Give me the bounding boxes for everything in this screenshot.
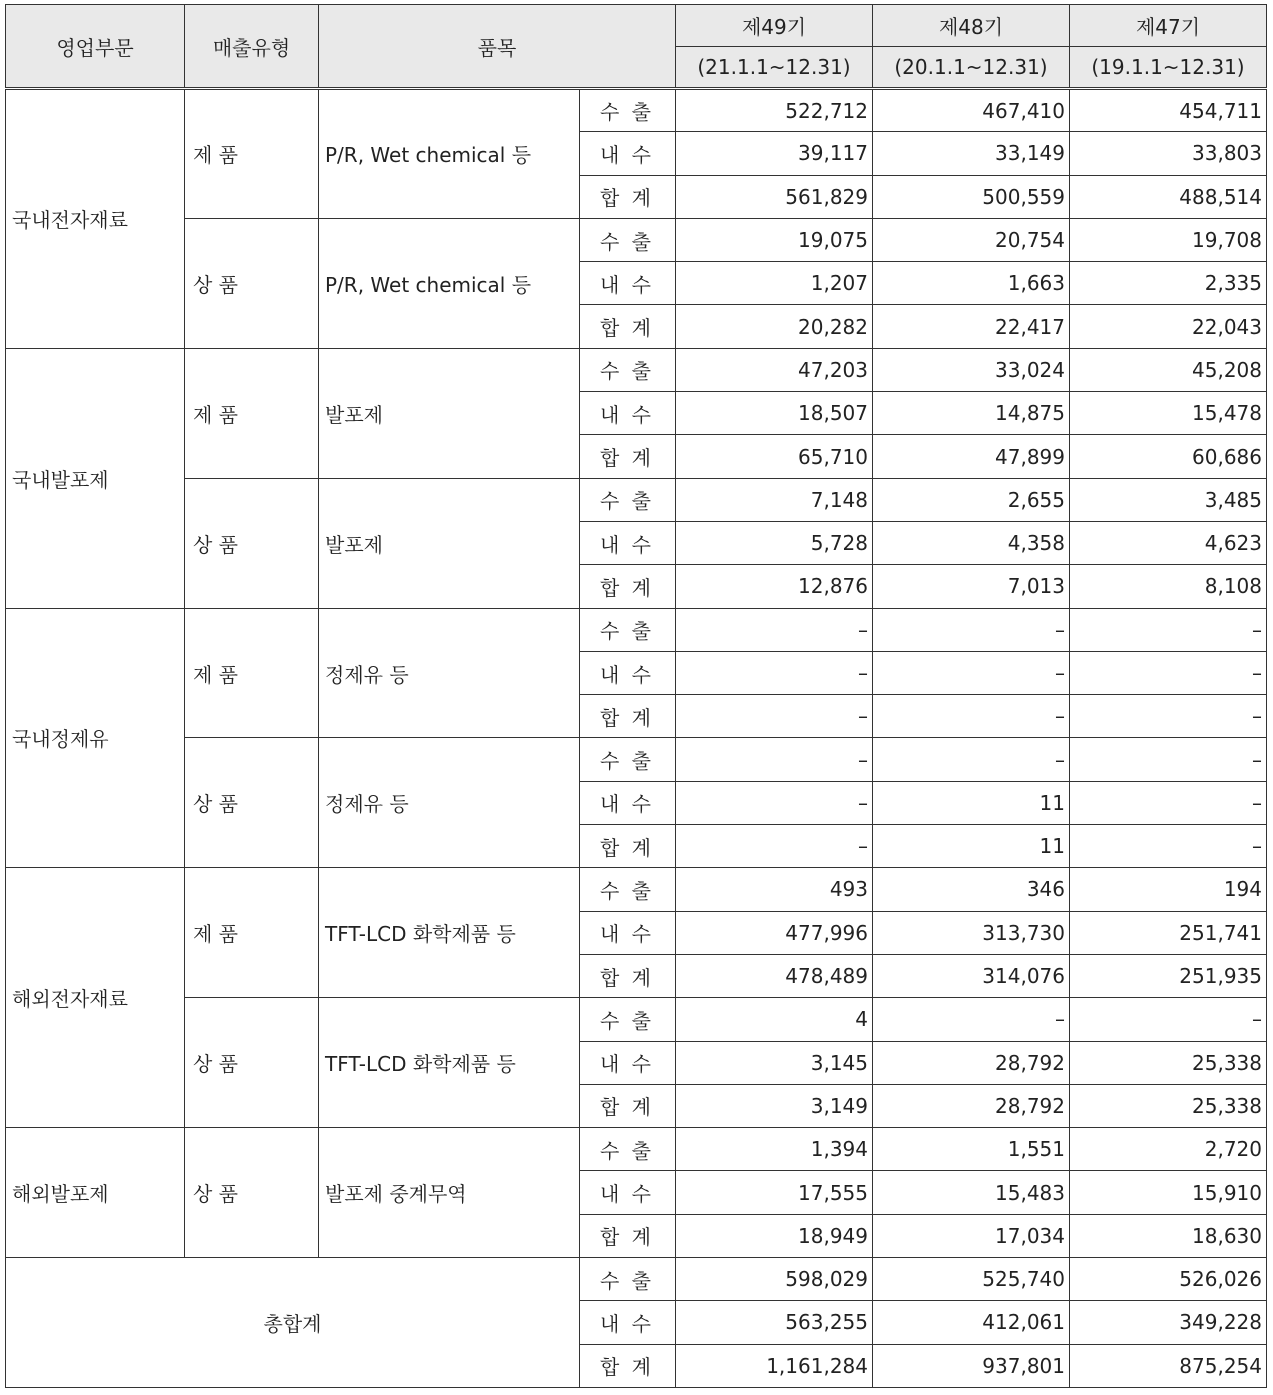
value-period-48: – [873,695,1070,738]
sub-label-export: 수 출 [580,478,676,521]
sub-label-domestic: 내 수 [580,781,676,824]
value-period-48: 47,899 [873,435,1070,478]
header-range-48: (20.1.1~12.31) [873,47,1070,89]
value-period-48: 4,358 [873,521,1070,564]
value-period-48: 11 [873,825,1070,868]
value-period-47: – [1070,608,1267,651]
value-period-49: 522,712 [676,89,873,132]
value-period-48: 467,410 [873,89,1070,132]
table-row [6,1128,1267,1171]
value-period-48: 17,034 [873,1214,1070,1257]
sub-label-domestic: 내 수 [580,132,676,175]
grand-total-row [6,1258,1267,1301]
sub-label-total: 합 계 [580,565,676,608]
sub-label-domestic: 내 수 [580,911,676,954]
value-period-48: 1,551 [873,1128,1070,1171]
value-period-49: 3,145 [676,1041,873,1084]
value-period-49: 39,117 [676,132,873,175]
segment-name: 국내전자재료 [6,89,185,349]
value-period-49: 7,148 [676,478,873,521]
sub-label-domestic: 내 수 [580,651,676,694]
value-period-47: 15,478 [1070,392,1267,435]
sub-label-export: 수 출 [580,998,676,1041]
value-period-47: – [1070,825,1267,868]
value-period-49: 17,555 [676,1171,873,1214]
item-name: 발포제 중계무역 [319,1128,580,1258]
value-period-48: 7,013 [873,565,1070,608]
sub-label-export: 수 출 [580,218,676,261]
value-period-47: – [1070,738,1267,781]
sub-label-export: 수 출 [580,1128,676,1171]
value-period-48: 33,149 [873,132,1070,175]
value-period-48: 11 [873,781,1070,824]
sub-label-total: 합 계 [580,1084,676,1127]
value-period-48: 937,801 [873,1344,1070,1387]
value-period-48: 33,024 [873,348,1070,391]
value-period-48: 22,417 [873,305,1070,348]
value-period-48: 346 [873,868,1070,911]
sales-type: 제 품 [185,348,319,478]
sub-label-domestic: 내 수 [580,392,676,435]
value-period-47: 18,630 [1070,1214,1267,1257]
segment-name: 해외발포제 [6,1128,185,1258]
sales-type: 제 품 [185,608,319,738]
sub-label-total: 합 계 [580,305,676,348]
header-sales-type: 매출유형 [185,5,319,89]
sales-type: 제 품 [185,868,319,998]
value-period-47: 251,741 [1070,911,1267,954]
value-period-49: 493 [676,868,873,911]
table-row [6,218,1267,261]
value-period-48: – [873,738,1070,781]
value-period-49: – [676,695,873,738]
sub-label-domestic: 내 수 [580,262,676,305]
header-period-48: 제48기 [873,5,1070,47]
value-period-49: 18,507 [676,392,873,435]
value-period-48: 313,730 [873,911,1070,954]
value-period-47: 349,228 [1070,1301,1267,1344]
value-period-47: – [1070,695,1267,738]
sales-type: 상 품 [185,1128,319,1258]
value-period-47: 22,043 [1070,305,1267,348]
segment-name: 해외전자재료 [6,868,185,1128]
value-period-48: 412,061 [873,1301,1070,1344]
sub-label-export: 수 출 [580,89,676,132]
sales-table [5,4,1267,1388]
sub-label-total: 합 계 [580,695,676,738]
sub-label-export: 수 출 [580,348,676,391]
sales-type: 상 품 [185,218,319,348]
header-range-49: (21.1.1~12.31) [676,47,873,89]
value-period-49: – [676,651,873,694]
header-period-49: 제49기 [676,5,873,47]
value-period-47: 875,254 [1070,1344,1267,1387]
sub-label-domestic: 내 수 [580,521,676,564]
value-period-49: 19,075 [676,218,873,261]
sales-type: 제 품 [185,89,319,219]
item-name: 발포제 [319,478,580,608]
value-period-48: – [873,651,1070,694]
value-period-47: 194 [1070,868,1267,911]
value-period-49: – [676,738,873,781]
sales-type: 상 품 [185,998,319,1128]
value-period-49: 20,282 [676,305,873,348]
value-period-47: 33,803 [1070,132,1267,175]
value-period-48: – [873,608,1070,651]
table-row [6,89,1267,132]
value-period-48: 14,875 [873,392,1070,435]
value-period-49: 5,728 [676,521,873,564]
sub-label-total: 합 계 [580,825,676,868]
value-period-47: 25,338 [1070,1084,1267,1127]
sub-label-total: 합 계 [580,175,676,218]
table-row [6,868,1267,911]
table-row [6,998,1267,1041]
value-period-49: 65,710 [676,435,873,478]
sub-label-export: 수 출 [580,738,676,781]
sub-label-total: 합 계 [580,954,676,997]
header-range-47: (19.1.1~12.31) [1070,47,1267,89]
value-period-47: 2,720 [1070,1128,1267,1171]
value-period-47: 526,026 [1070,1258,1267,1301]
segment-name: 국내정제유 [6,608,185,868]
value-period-47: 15,910 [1070,1171,1267,1214]
header-period-47: 제47기 [1070,5,1267,47]
header-item: 품목 [319,5,676,89]
item-name: TFT-LCD 화학제품 등 [319,868,580,998]
sales-type: 상 품 [185,478,319,608]
value-period-48: 20,754 [873,218,1070,261]
value-period-49: 477,996 [676,911,873,954]
item-name: P/R, Wet chemical 등 [319,89,580,219]
value-period-48: 500,559 [873,175,1070,218]
sub-label-domestic: 내 수 [580,1171,676,1214]
item-name: 정제유 등 [319,608,580,738]
sub-label-total: 합 계 [580,1214,676,1257]
value-period-48: 15,483 [873,1171,1070,1214]
value-period-48: 2,655 [873,478,1070,521]
sub-label-domestic: 내 수 [580,1041,676,1084]
value-period-47: – [1070,998,1267,1041]
segment-name: 국내발포제 [6,348,185,608]
sub-label-export: 수 출 [580,1258,676,1301]
value-period-47: 4,623 [1070,521,1267,564]
sub-label-export: 수 출 [580,608,676,651]
value-period-49: 3,149 [676,1084,873,1127]
value-period-47: 25,338 [1070,1041,1267,1084]
value-period-49: 598,029 [676,1258,873,1301]
grand-total-label: 총합계 [6,1258,580,1388]
sales-type: 상 품 [185,738,319,868]
value-period-49: – [676,608,873,651]
sub-label-export: 수 출 [580,868,676,911]
value-period-49: 18,949 [676,1214,873,1257]
value-period-49: 12,876 [676,565,873,608]
table-row [6,738,1267,781]
value-period-49: – [676,781,873,824]
value-period-49: 1,207 [676,262,873,305]
value-period-48: 314,076 [873,954,1070,997]
value-period-49: 1,394 [676,1128,873,1171]
value-period-48: 1,663 [873,262,1070,305]
value-period-47: – [1070,651,1267,694]
value-period-48: – [873,998,1070,1041]
item-name: P/R, Wet chemical 등 [319,218,580,348]
value-period-47: 8,108 [1070,565,1267,608]
value-period-47: 3,485 [1070,478,1267,521]
value-period-47: 488,514 [1070,175,1267,218]
value-period-47: 251,935 [1070,954,1267,997]
item-name: 정제유 등 [319,738,580,868]
value-period-49: 563,255 [676,1301,873,1344]
value-period-49: 4 [676,998,873,1041]
value-period-49: 561,829 [676,175,873,218]
table-row [6,478,1267,521]
value-period-48: 28,792 [873,1041,1070,1084]
value-period-47: 45,208 [1070,348,1267,391]
value-period-49: – [676,825,873,868]
table-row [6,348,1267,391]
table-header [6,5,1267,89]
value-period-47: 19,708 [1070,218,1267,261]
value-period-49: 1,161,284 [676,1344,873,1387]
table-body [6,89,1267,1388]
table-row [6,608,1267,651]
value-period-48: 28,792 [873,1084,1070,1127]
value-period-49: 47,203 [676,348,873,391]
sub-label-total: 합 계 [580,1344,676,1387]
value-period-47: – [1070,781,1267,824]
item-name: TFT-LCD 화학제품 등 [319,998,580,1128]
value-period-47: 2,335 [1070,262,1267,305]
item-name: 발포제 [319,348,580,478]
header-segment: 영업부문 [6,5,185,89]
value-period-47: 60,686 [1070,435,1267,478]
value-period-49: 478,489 [676,954,873,997]
sub-label-total: 합 계 [580,435,676,478]
sub-label-domestic: 내 수 [580,1301,676,1344]
value-period-48: 525,740 [873,1258,1070,1301]
value-period-47: 454,711 [1070,89,1267,132]
